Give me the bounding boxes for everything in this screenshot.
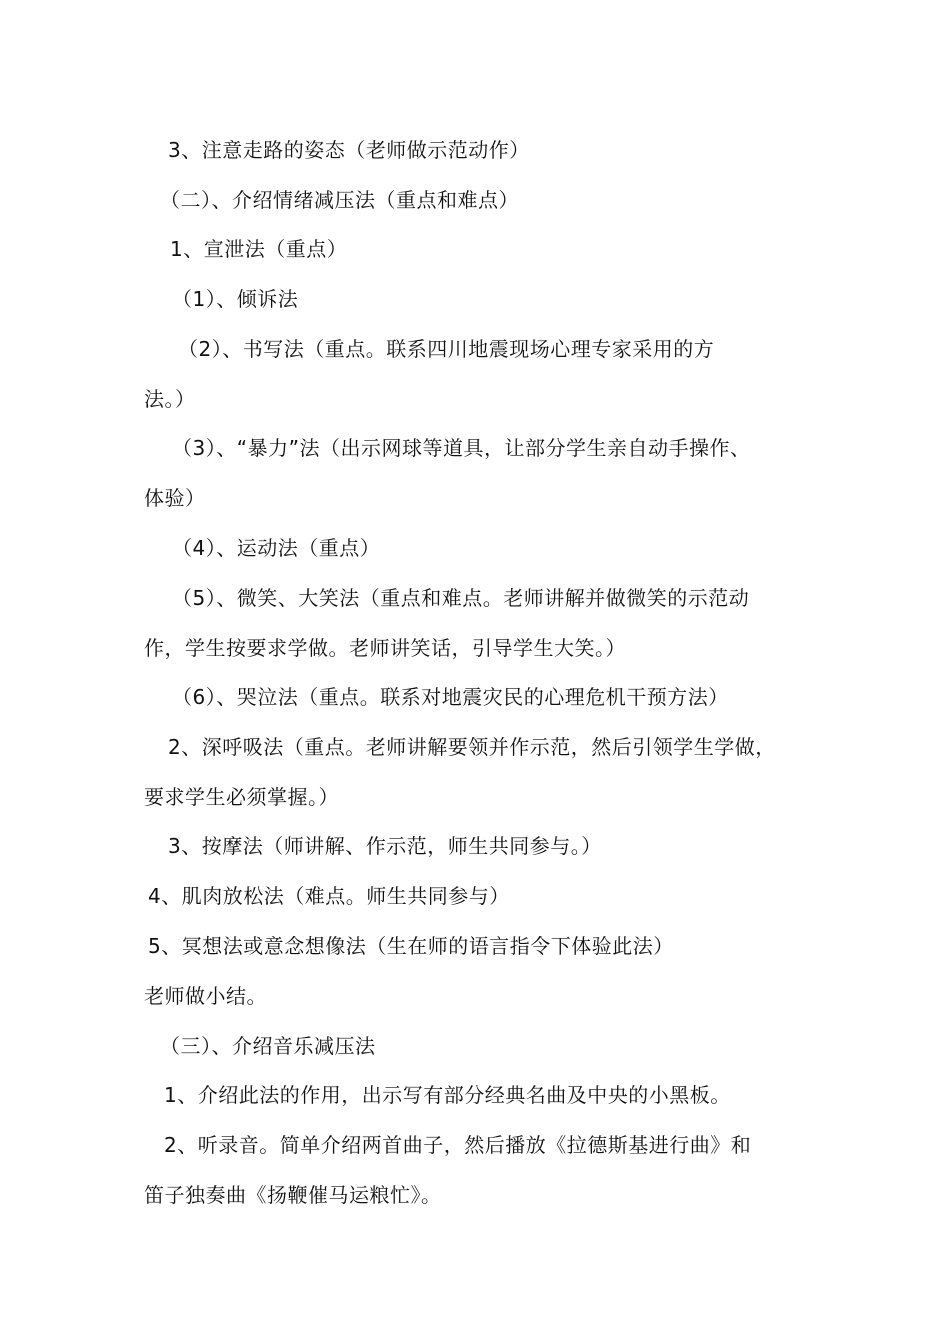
text-line: 笛子独奏曲《扬鞭催马运粮忙》。 — [144, 1183, 442, 1207]
text-line: 2、深呼吸法（重点。老师讲解要领并作示范，然后引领学生学做， — [168, 735, 776, 759]
text-line: （2）、书写法（重点。联系四川地震现场心理专家采用的方 — [178, 337, 715, 361]
section-heading: （二）、介绍情绪减压法（重点和难点） — [160, 188, 519, 212]
text-line: 老师做小结。 — [144, 984, 267, 1008]
text-line: 作，学生按要求学做。老师讲笑话，引导学生大笑。） — [144, 636, 626, 660]
text-line: 1、介绍此法的作用，出示写有部分经典名曲及中央的小黑板。 — [164, 1083, 731, 1107]
text-line: （4）、运动法（重点） — [172, 536, 381, 560]
text-line: 5、冥想法或意念想像法（生在师的语言指令下体验此法） — [148, 934, 674, 958]
text-line: 2、听录音。简单介绍两首曲子，然后播放《拉德斯基进行曲》和 — [164, 1133, 752, 1157]
text-line: （5）、微笑、大笑法（重点和难点。老师讲解并做微笑的示范动 — [172, 586, 750, 610]
section-heading: （三）、介绍音乐减压法 — [160, 1034, 376, 1058]
text-line: 法。） — [144, 387, 196, 411]
text-line: 4、肌肉放松法（难点。师生共同参与） — [148, 884, 510, 908]
text-line: （1）、倾诉法 — [172, 287, 299, 311]
text-line: 要求学生必须掌握。） — [144, 785, 339, 809]
text-line: （3）、“暴力”法（出示网球等道具，让部分学生亲自动手操作、 — [172, 436, 751, 460]
text-line: 3、按摩法（师讲解、作示范，师生共同参与。） — [168, 834, 602, 858]
text-line: 体验） — [144, 486, 206, 510]
text-line: （6）、哭泣法（重点。联系对地震灾民的心理危机干预方法） — [172, 685, 729, 709]
text-line: 3、注意走路的姿态（老师做示范动作） — [168, 138, 530, 162]
text-line: 1、宣泄法（重点） — [170, 237, 348, 261]
